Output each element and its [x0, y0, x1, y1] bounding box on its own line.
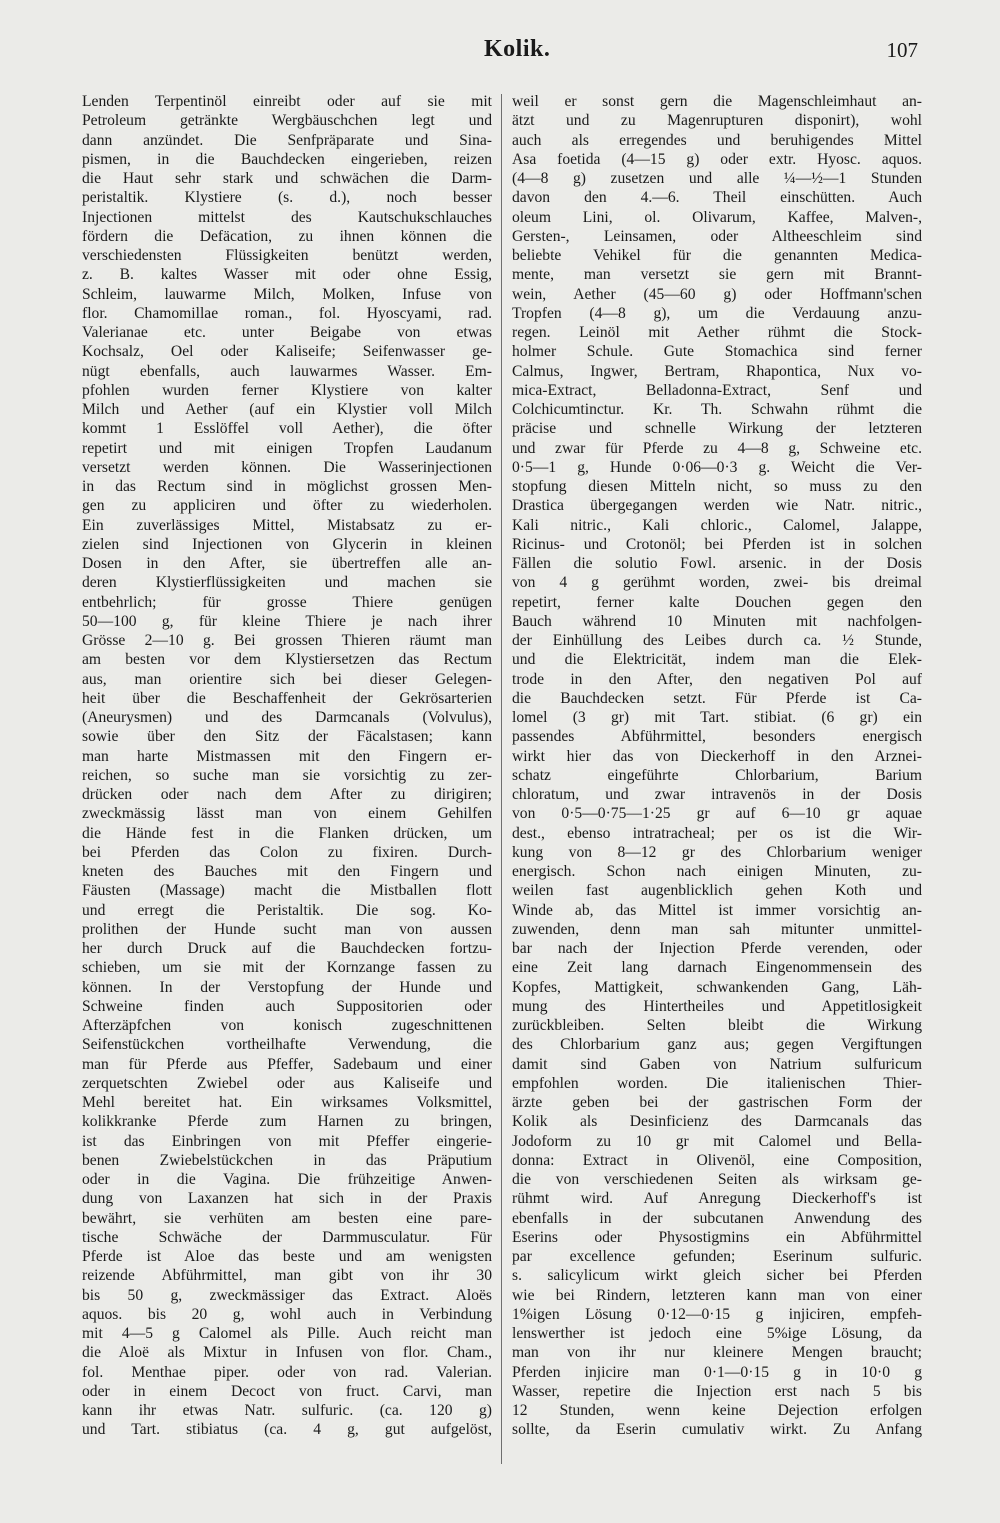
text-line: wirkt hier das von Dieckerhoff in den Arznei-: [512, 747, 922, 765]
text-line: trode in den After, den negativen Pol auf: [512, 670, 922, 688]
text-line: chloratum, und zwar intravenös in der Dosis: [512, 786, 922, 803]
text-line: empfohlen worden. Die italienischen Thier-: [512, 1074, 922, 1092]
text-line: die von verschiedenen Seiten als wirksam ge-: [512, 1171, 922, 1188]
running-header: [0, 36, 1000, 66]
text-line: energisch. Schon nach einigen Minuten, zu-: [512, 863, 922, 880]
text-line: lomel (3 gr) mit Tart. stibiat. (6 gr) ein: [512, 709, 922, 726]
text-line: dung von Laxanzen hat sich in der Praxis: [82, 1190, 492, 1208]
text-line: heit über die Beschaffenheit der Gekrösarterien: [82, 689, 492, 707]
text-line: sowie über den Sitz der Fäcalstasen; kann: [82, 728, 492, 746]
text-line: par excellence gefunden; Eserinum sulfuric.: [512, 1248, 922, 1265]
text-line: Gersten-, Leinsamen, oder Altheeschleim sind: [512, 227, 922, 245]
text-line: bei Pferden das Colon zu fixiren. Durch-: [82, 843, 492, 861]
text-line: (4—8 g) zusetzen und alle ¼—½—1 Stunden: [512, 170, 922, 187]
text-line: die Bauchdecken setzt. Für Pferde ist Ca-: [512, 689, 922, 707]
text-line: benen Zwiebelstückchen in das Präputium: [82, 1151, 492, 1169]
text-line: aquos. bis 20 g, wohl auch in Verbindung: [82, 1305, 492, 1323]
text-line: Milch und Aether (auf ein Klystier voll Milch: [82, 401, 492, 418]
text-line: nügt ebenfalls, auch lauwarmes Wasser. Em-: [82, 362, 492, 380]
text-line: reichen, so suche man sie vorsichtig zu zer-: [82, 766, 492, 784]
text-line: ätzt und zu Magenrupturen disponirt), wohl: [512, 112, 922, 130]
text-line: dest., ebenso intratracheal; per os ist die Wir-: [512, 824, 922, 842]
text-line: Tropfen (4—8 g), um die Verdauung anzu-: [512, 304, 922, 322]
text-line: Injectionen mittelst des Kautschukschlauches: [82, 208, 492, 226]
text-line: schieben, um sie mit der Kornzange fassen zu: [82, 959, 492, 977]
text-line: versetzt werden können. Die Wasserinjectionen: [82, 458, 492, 476]
text-line: bar nach der Injection Pferde verenden, oder: [512, 940, 922, 957]
text-line: von 0·5—0·75—1·25 gr auf 6—10 gr aquae: [512, 805, 922, 823]
page-number: 107: [886, 38, 918, 62]
text-line: aus, man orientire sich bei dieser Gelegen-: [82, 670, 492, 688]
text-line: drücken oder nach dem After zu dirigiren;: [82, 786, 492, 803]
text-line: damit sind Gaben von Natrium sulfuricum: [512, 1055, 922, 1073]
text-line: mit 4—5 g Calomel als Pille. Auch reicht man: [82, 1325, 492, 1342]
text-line: 1%igen Lösung 0·12—0·15 g injiciren, empfeh-: [512, 1305, 922, 1323]
text-line: Kochsalz, Oel oder Kaliseife; Seifenwasser ge-: [82, 343, 492, 361]
text-line: mente, man versetzt sie gern mit Brannt-: [512, 266, 922, 284]
text-line: man von ihr nur kleinere Mengen braucht;: [512, 1344, 922, 1362]
text-line: am besten vor dem Klystiersetzen das Rectum: [82, 651, 492, 669]
text-line: und zwar für Pferde zu 4—8 g, Schweine etc.: [512, 439, 922, 457]
text-line: flor. Chamomillae roman., fol. Hyoscyami, rad.: [82, 304, 492, 322]
text-line: repetirt, ferner kalte Douchen gegen den: [512, 593, 922, 611]
text-line: s. salicylicum wirkt gleich sicher bei Pferden: [512, 1267, 922, 1285]
text-line: die Hände fest in die Flanken drücken, um: [82, 824, 492, 842]
text-line: zuwenden, denn man sah mitunter unmittel-: [512, 920, 922, 938]
text-line: die Haut sehr stark und schwächen die Darm-: [82, 170, 492, 187]
text-line: dann anzündet. Die Senfpräparate und Sina-: [82, 131, 492, 149]
text-line: Lenden Terpentinöl einreibt oder auf sie mit: [82, 93, 492, 110]
text-line: Valerianae etc. unter Beigabe von etwas: [82, 324, 492, 341]
text-line: passendes Abführmittel, besonders energisch: [512, 728, 922, 746]
text-line: 50—100 g, für kleine Thiere je nach ihrer: [82, 612, 492, 630]
text-line: ebenfalls in der subcutanen Anwendung des: [512, 1209, 922, 1227]
text-line: pismen, in die Bauchdecken eingerieben, reizen: [82, 150, 492, 168]
text-line: Schweine finden auch Suppositorien oder: [82, 997, 492, 1015]
text-line: gen zu appliciren und öfter zu wiederholen.: [82, 497, 492, 515]
left-column: [82, 92, 492, 1440]
text-line: fol. Menthae piper. oder von rad. Valerian.: [82, 1363, 492, 1381]
text-line: ist das Einbringen von mit Pfeffer eingerie-: [82, 1132, 492, 1150]
text-line: präcise und schnelle Wirkung der letzteren: [512, 420, 922, 438]
text-line: Schleim, lauwarme Milch, Molken, Infuse von: [82, 285, 492, 303]
text-line: Ricinus- und Crotonöl; bei Pferden ist in solchen: [512, 535, 922, 553]
text-line: z. B. kaltes Wasser mit oder ohne Essig,: [82, 266, 492, 284]
text-line: Pferde ist Aloe das beste und am wenigsten: [82, 1248, 492, 1265]
text-line: Fäusten (Massage) macht die Mistballen flott: [82, 882, 492, 900]
text-line: entbehrlich; für grosse Thiere genügen: [82, 593, 492, 611]
column-divider: [501, 94, 502, 1464]
text-line: in das Rectum sind in möglichst grossen Men-: [82, 478, 492, 495]
text-line: Seifenstückchen vortheilhafte Verwendung, die: [82, 1036, 492, 1054]
text-line: oder in die Vagina. Die frühzeitige Anwen-: [82, 1171, 492, 1188]
text-line: Dosen in den After, sie übertreffen alle an-: [82, 555, 492, 572]
text-line: kommt 1 Esslöffel voll Aether), die öfter: [82, 420, 492, 438]
running-title: Kolik.: [484, 36, 551, 62]
text-line: her durch Druck auf die Bauchdecken fortzu-: [82, 940, 492, 957]
text-line: kann ihr etwas Natr. sulfuric. (ca. 120 g): [82, 1402, 492, 1419]
text-line: donna: Extract in Olivenöl, eine Composition,: [512, 1151, 922, 1169]
text-line: schatz eingeführte Chlorbarium, Barium: [512, 766, 922, 784]
text-line: Jodoform zu 10 gr mit Calomel und Bella-: [512, 1132, 922, 1150]
text-line: prolithen der Hunde sucht man von aussen: [82, 920, 492, 938]
text-line: von 4 g gerühmt worden, zwei- bis dreimal: [512, 574, 922, 592]
text-line: Asa foetida (4—15 g) oder extr. Hyosc. aquos.: [512, 150, 922, 168]
text-line: bewährt, sie verhüten am besten eine pare-: [82, 1209, 492, 1227]
text-line: Petroleum getränkte Wergbäuschchen legt und: [82, 112, 492, 130]
text-line: zweckmässig lässt man von einem Gehilfen: [82, 805, 492, 823]
text-line: (Aneurysmen) und des Darmcanals (Volvulus),: [82, 709, 492, 726]
text-line: mica-Extract, Belladonna-Extract, Senf und: [512, 381, 922, 399]
text-line: weilen fast augenblicklich gehen Koth und: [512, 882, 922, 900]
text-line: eine Zeit lang darnach Eingenommensein des: [512, 959, 922, 977]
text-line: Ein zuverlässiges Mittel, Mistabsatz zu er-: [82, 516, 492, 534]
text-line: lenswerther ist jedoch eine 5%ige Lösung, da: [512, 1325, 922, 1342]
text-line: tische Schwäche der Darmmusculatur. Für: [82, 1228, 492, 1246]
text-line: holmer Schule. Gute Stomachica sind ferner: [512, 343, 922, 361]
text-line: Grösse 2—10 g. Bei grossen Thieren räumt man: [82, 632, 492, 649]
text-line: 0·5—1 g, Hunde 0·06—0·3 g. Weicht die Ver-: [512, 458, 922, 476]
text-line: 12 Stunden, wenn keine Dejection erfolgen: [512, 1402, 922, 1419]
text-line: rühmt wird. Auf Anregung Dieckerhoff's ist: [512, 1190, 922, 1208]
text-line: Colchicumtinctur. Kr. Th. Schwahn rühmt die: [512, 401, 922, 418]
text-line: Mehl bereitet hat. Ein wirksames Volksmittel,: [82, 1094, 492, 1111]
text-line: oder in einem Decoct von fruct. Carvi, man: [82, 1382, 492, 1400]
text-line: Afterzäpfchen von konisch zugeschnittenen: [82, 1017, 492, 1034]
text-line: beliebte Vehikel für die genannten Medica-: [512, 247, 922, 264]
text-line: sollte, da Eserin cumulativ wirkt. Zu Anfang: [512, 1421, 922, 1439]
text-line: Calmus, Ingwer, Bertram, Rhapontica, Nux vo-: [512, 362, 922, 380]
text-line: mung des Hintertheiles und Appetitlosigkeit: [512, 997, 922, 1015]
text-line: zerquetschten Zwiebel oder aus Kaliseife und: [82, 1074, 492, 1092]
text-line: weil er sonst gern die Magenschleimhaut an-: [512, 93, 922, 110]
text-line: kung von 8—12 gr des Chlorbarium weniger: [512, 843, 922, 861]
text-line: die Aloë als Mixtur in Infusen von flor. Cham.,: [82, 1344, 492, 1362]
text-line: und Tart. stibiatus (ca. 4 g, gut aufgelöst,: [82, 1421, 492, 1439]
text-line: regen. Leinöl mit Aether rühmt die Stock-: [512, 324, 922, 341]
text-line: verschiedensten Flüssigkeiten benützt werden,: [82, 247, 492, 264]
text-line: fördern die Defäcation, zu ihnen können die: [82, 227, 492, 245]
text-line: zielen sind Injectionen von Glycerin in kleinen: [82, 535, 492, 553]
text-line: kneten des Bauches mit den Fingern und: [82, 863, 492, 880]
text-line: zurückbleiben. Selten bleibt die Wirkung: [512, 1017, 922, 1034]
text-line: Kopfes, Mattigkeit, schwankenden Gang, Läh-: [512, 978, 922, 996]
text-line: oleum Lini, ol. Olivarum, Kaffee, Malven-,: [512, 208, 922, 226]
text-line: und erregt die Peristaltik. Die sog. Ko-: [82, 901, 492, 919]
text-line: Pferden injicire man 0·1—0·15 g in 10·0 g: [512, 1363, 922, 1381]
text-line: der Einhüllung des Leibes durch ca. ½ Stunde,: [512, 632, 922, 649]
text-line: kolikkranke Pferde zum Harnen zu bringen,: [82, 1113, 492, 1131]
text-line: davon den 4.—6. Theil einschütten. Auch: [512, 189, 922, 207]
text-line: ärzte geben bei der gastrischen Form der: [512, 1094, 922, 1111]
text-line: repetirt und mit einigen Tropfen Laudanum: [82, 439, 492, 457]
text-line: Fällen die solutio Fowl. arsenic. in der Dosis: [512, 555, 922, 572]
text-line: man harte Mistmassen mit den Fingern er-: [82, 747, 492, 765]
text-line: des Chlorbarium ganz aus; gegen Vergiftungen: [512, 1036, 922, 1054]
right-column: [512, 92, 922, 1440]
text-line: Wasser, repetire die Injection erst nach 5 bis: [512, 1382, 922, 1400]
text-line: auch als erregendes und beruhigendes Mittel: [512, 131, 922, 149]
text-line: stopfung diesen Mitteln nicht, so muss zu den: [512, 478, 922, 495]
text-line: pfohlen wurden ferner Klystiere von kalter: [82, 381, 492, 399]
text-line: bis 50 g, zweckmässiger das Extract. Aloës: [82, 1286, 492, 1304]
text-line: Eserins oder Physostigmins ein Abführmittel: [512, 1228, 922, 1246]
text-line: man für Pferde aus Pfeffer, Sadebaum und einer: [82, 1055, 492, 1073]
text-line: Winde ab, das Mittel ist immer vorsichtig an-: [512, 901, 922, 919]
text-line: wie bei Rindern, letzteren kann man von einer: [512, 1286, 922, 1304]
text-line: peristaltik. Klystiere (s. d.), noch besser: [82, 189, 492, 207]
text-line: Drastica übergegangen werden wie Natr. nitric.,: [512, 497, 922, 515]
text-line: wein, Aether (45—60 g) oder Hoffmann'schen: [512, 285, 922, 303]
text-line: reizende Abführmittel, man gibt von ihr 30: [82, 1267, 492, 1285]
text-line: und die Elektricität, indem man die Elek-: [512, 651, 922, 669]
text-line: Bauch während 10 Minuten mit nachfolgen-: [512, 612, 922, 630]
text-line: Kolik als Desinficienz des Darmcanals das: [512, 1113, 922, 1131]
text-line: können. In der Verstopfung der Hunde und: [82, 978, 492, 996]
text-line: deren Klystierflüssigkeiten und machen sie: [82, 574, 492, 592]
text-line: Kali nitric., Kali chloric., Calomel, Jalappe,: [512, 516, 922, 534]
